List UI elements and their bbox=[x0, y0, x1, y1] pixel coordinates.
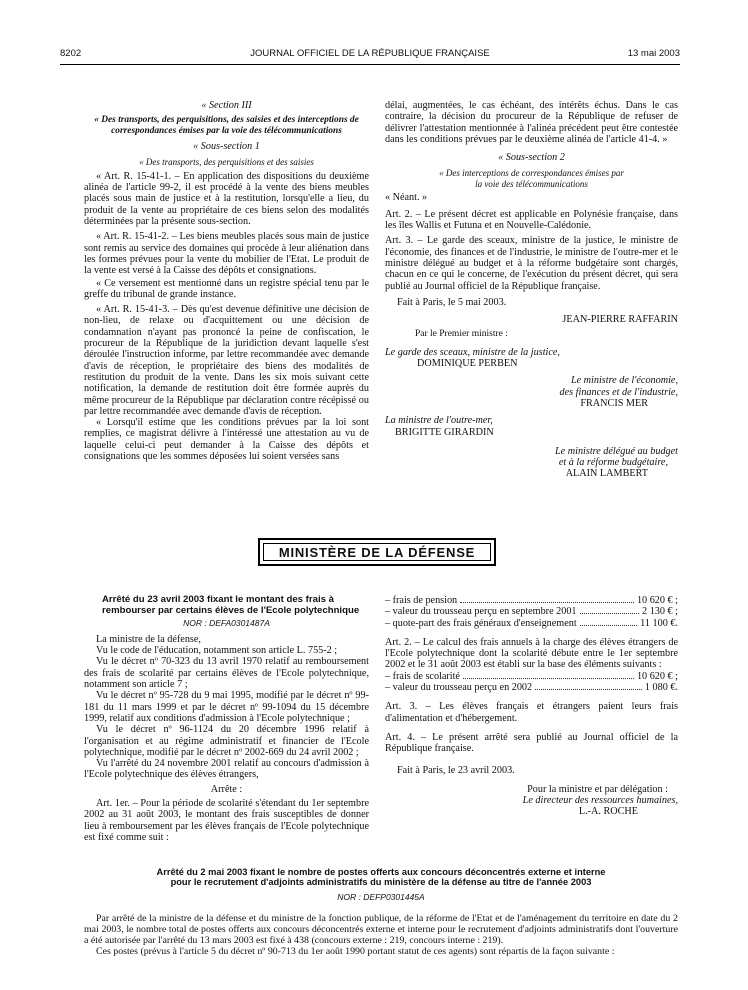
arrete-1-sig-name: L.-A. ROCHE bbox=[578, 806, 638, 818]
fee-row: – valeur du trousseau perçu en 2002 1 080 €. bbox=[385, 682, 678, 694]
top-right-column bbox=[385, 100, 678, 480]
arrete-2 bbox=[84, 867, 678, 957]
arrete-1-vu-1970: Vu le décret nº 70-323 du 13 avril 1970 relatif au remboursement des frais de scolarité par certains élèves de l'Ecole polytechnique, notamment son article 7 ; bbox=[84, 656, 369, 691]
arrete-2-nor: NOR : DEFP0301445A bbox=[337, 891, 425, 902]
fee-row: – quote-part des frais généraux d'enseignement 11 100 €. bbox=[385, 617, 678, 629]
subsection-2-title: « Sous-section 2 bbox=[498, 152, 565, 164]
ministry-banner bbox=[258, 538, 496, 566]
fee-row: – valeur du trousseau perçu en septembre 2001 2 130 € ; bbox=[385, 606, 678, 618]
subsection-2-subtitle: « Des interceptions de correspondances émises par la voie des télécommunications bbox=[439, 168, 624, 189]
arrete-1-vu-1995: Vu le décret nº 95-728 du 9 mai 1995, modifié par le décret nº 99-181 du 11 mars 1999 et par le décret nº 99-1094 du 15 décembre 1999, relatif aux conditions d'admission à l'Ecole polytechnique ; bbox=[84, 690, 369, 724]
arrete-2-paragraph-1: Par arrêté de la ministre de la défense et du ministre de la fonction publique, de la réforme de l'Etat et de l'aménagement du territoire en date du 2 mai 2003, le nombre total de postes offerts aux concours déconcentrés externe et interne pour le recrutement d'adjoints administratifs dont l'ouverture a été autorisée par l'arrêté du 13 mars 2003 est fixé à 438 (concours externe : 219, concours interne : 219). bbox=[84, 913, 678, 947]
page-header bbox=[60, 48, 680, 62]
eco-name: FRANCIS MER bbox=[580, 397, 648, 409]
arrete-1-vu-code: Vu le code de l'éducation, notamment son article L. 755-2 ; bbox=[96, 645, 338, 657]
arrete-2-paragraph-2: Ces postes (prévus à l'article 5 du décret nº 90-713 du 1er août 1990 portant statut de ces agents) sont répartis de la façon suivante : bbox=[96, 946, 615, 958]
eco-role-1: Le ministre de l'économie, bbox=[570, 375, 678, 387]
section-subtitle: « Des transports, des perquisitions, des saisies et des interceptions de correspondances émises par la voie des télécommunications bbox=[94, 115, 359, 136]
arrete-2-title-1: Arrêté du 2 mai 2003 fixant le nombre de postes offerts aux concours déconcentrés externe et interne bbox=[156, 867, 606, 877]
issue-date: 13 mai 2003 bbox=[627, 48, 680, 59]
ministry-title: MINISTÈRE DE LA DÉFENSE bbox=[263, 543, 491, 561]
arrete-1-art-2: Art. 2. – Le calcul des frais annuels à la charge des élèves étrangers de l'Ecole polytechnique dont la scolarité débute entre le 1er septembre 2002 et le 31 août 2003 est établi sur la base des éléments suivants : bbox=[385, 636, 678, 671]
arrete-1-fait: Fait à Paris, le 23 avril 2003. bbox=[397, 764, 515, 776]
arrete-1-nor: NOR : DEFA0301487A bbox=[183, 617, 270, 628]
garde-role: Le garde des sceaux, ministre de la justice, bbox=[385, 346, 560, 358]
outre-mer-role: La ministre de l'outre-mer, bbox=[385, 415, 493, 427]
journal-title: JOURNAL OFFICIEL DE LA RÉPUBLIQUE FRANÇAISE bbox=[250, 48, 490, 59]
arrete-1-sig-role: Le directeur des ressources humaines, bbox=[522, 795, 678, 807]
budget-role-2: et à la réforme budgétaire, bbox=[558, 457, 668, 469]
section-title: « Section III bbox=[201, 100, 252, 111]
arrete-1-left-column bbox=[84, 595, 369, 843]
arrete-1-right-column bbox=[385, 595, 678, 818]
decree-fait: Fait à Paris, le 5 mai 2003. bbox=[397, 296, 507, 308]
top-left-column bbox=[84, 100, 369, 462]
garde-name: DOMINIQUE PERBEN bbox=[417, 358, 518, 370]
arrete-1-vu-1996: Vu le décret nº 96-1124 du 20 décembre 1996 relatif à l'organisation et au régime administratif et financier de l'Ecole polytechnique, modifié par le décret nº 2002-669 du 24 avril 2002 ; bbox=[84, 724, 369, 758]
outre-mer-name: BRIGITTE GIRARDIN bbox=[395, 426, 494, 438]
arrete-1-art-1: Art. 1er. – Pour la période de scolarité s'étendant du 1er septembre 2002 au 31 août 2003, le montant des frais susceptibles de donner lieu à remboursement par les élèves français de l'Ecole polytechnique est fixé comme suit : bbox=[84, 798, 369, 843]
decree-art-2: Art. 2. – Le présent décret est applicable en Polynésie française, dans les îles Wallis et Futuna et en Nouvelle-Calédonie. bbox=[385, 208, 678, 232]
arrete-1-title: Arrêté du 23 avril 2003 fixant le montant des frais à rembourser par certains élèves de l'Ecole polytechnique bbox=[102, 594, 360, 616]
arrete-1-art-3: Art. 3. – Les élèves français et étrangers paient leurs frais d'alimentation et d'hébergement. bbox=[385, 701, 678, 724]
fees-list-french bbox=[385, 595, 678, 629]
fee-row: – frais de pension 10 620 € ; bbox=[385, 595, 678, 606]
arrete-1-minister: La ministre de la défense, bbox=[96, 633, 201, 645]
decree-art-3: Art. 3. – Le garde des sceaux, ministre de la justice, le ministre de l'économie, des finances et de l'industrie, le ministre de l'outre-mer et le ministre délégué au budget et à la réforme budgétaire sont chargés, chacun en ce qui le concerne, de l'exécution du présent décret, qui sera publié au Journal officiel de la République française. bbox=[385, 235, 678, 292]
arrete-1-art-4: Art. 4. – Le présent arrêté sera publié au Journal officiel de la République française. bbox=[385, 731, 678, 755]
arrete-1-sig-delegation: Pour la ministre et par délégation : bbox=[527, 783, 668, 795]
par-le-premier-ministre: Par le Premier ministre : bbox=[415, 329, 508, 340]
fee-row: – frais de scolarité 10 620 € ; bbox=[385, 670, 678, 682]
arrete-1-arrete: Arrête : bbox=[210, 783, 243, 795]
pm-signature: JEAN-PIERRE RAFFARIN bbox=[562, 314, 678, 326]
eco-role-2: des finances et de l'industrie, bbox=[559, 386, 678, 398]
budget-role-1: Le ministre délégué au budget bbox=[555, 445, 678, 457]
arrete-1-vu-2001: Vu l'arrêté du 24 novembre 2001 relatif au concours d'admission à l'Ecole polytechnique des élèves étrangers, bbox=[84, 758, 369, 781]
continuation-paragraph: délai, augmentées, le cas échéant, des intérêts échus. Dans le cas contraire, la décision du procureur de la République de refuser de délivrer l'attestation mentionnée à l'alinéa précédent peut être contestée dans les conditions prévues par le deuxième alinéa de l'article 41-4. » bbox=[385, 100, 678, 145]
art-r-15-41-1: « Art. R. 15-41-1. – En application des dispositions du deuxième alinéa de l'article 99-2, il est procédé à la vente des biens meubles placés sous main de justice et à la restitution, lorsqu'elle a lieu, du produit de la vente au propriétaire de ces biens selon des modalités déterminées par la présente sous-section. bbox=[84, 170, 369, 228]
header-rule bbox=[60, 64, 680, 65]
subsection-1-title: « Sous-section 1 bbox=[193, 141, 260, 153]
arrete-2-title-2: pour le recrutement d'adjoints administratifs du ministère de la défense au titre de l'année 2003 bbox=[170, 877, 592, 888]
budget-name: ALAIN LAMBERT bbox=[565, 468, 648, 480]
art-r-15-41-2: « Art. R. 15-41-2. – Les biens meubles placés sous main de justice sont remis au service des domaines qui procède à leur aliénation dans les formes prévues pour la vente du mobilier de l'Etat. Le produit de la vente est versé à la Caisse des dépôts et consignations. bbox=[84, 231, 369, 277]
art-r-15-41-3: « Art. R. 15-41-3. – Dès qu'est devenue définitive une décision de non-lieu, de relaxe ou d'acquittement ou une décision de condamnation n'ayant pas prononcé la peine de confiscation, le procureur de la République de la juridiction devant laquelle s'est déroulée l'instruction informe, par lettre recommandée avec demande d'avis de réception, le propriétaire des biens des modalités de restitution du produit de la vente. Dans les six mois suivant cette notification, la demande de restitution doit être formée auprès du même procureur de la République par déclaration contre récépissé ou par lettre recommandée avec demande d'avis de réception. bbox=[84, 304, 369, 417]
page-number: 8202 bbox=[60, 48, 82, 59]
magistrate-paragraph: « Lorsqu'il estime que les conditions prévues par la loi sont remplies, ce magistrat délivre à l'intéressé une attestation au vu de laquelle celui-ci peut demander à la Caisse des dépôts et consignations que les sommes déposées lui soient versées sans bbox=[84, 417, 369, 463]
neant: « Néant. » bbox=[385, 192, 428, 204]
subsection-1-subtitle: « Des transports, des perquisitions et des saisies bbox=[139, 156, 314, 167]
fees-list-foreign bbox=[385, 671, 678, 694]
register-paragraph: « Ce versement est mentionné dans un registre spécial tenu par le greffe du tribunal de grande instance. bbox=[84, 277, 369, 300]
